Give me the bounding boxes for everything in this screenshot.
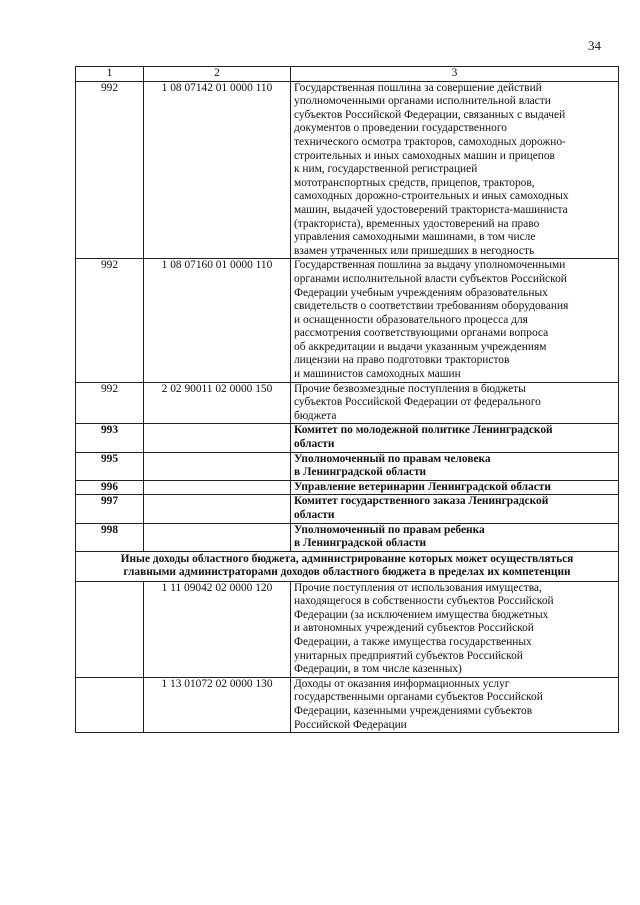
description-line: области — [294, 438, 335, 451]
admin-code-cell: 992 — [76, 382, 144, 424]
admin-code-cell — [76, 677, 144, 732]
revenue-code-cell: 2 02 90011 02 0000 150 — [144, 382, 291, 424]
page-number: 34 — [588, 38, 601, 53]
description-line: Прочие безвозмездные поступления в бюджеты — [294, 382, 526, 395]
description-cell — [291, 581, 619, 677]
description-line: технического осмотра тракторов, самоходных дорожно- — [294, 135, 566, 148]
column-header-2: 2 — [144, 67, 291, 82]
description-line: об аккредитации и выдачи указанным учреждениям — [294, 340, 547, 353]
description-line: Федерации, а также имущества государственных — [294, 635, 532, 648]
admin-code-cell: 992 — [76, 259, 144, 382]
admin-code-cell: 998 — [76, 523, 144, 551]
table-body — [76, 67, 619, 733]
description-line: унитарных предприятий субъектов Российской — [294, 649, 523, 662]
section-heading-row — [76, 551, 619, 581]
description-line: строительных и иных самоходных машин и прицепов — [294, 149, 555, 162]
table-row — [76, 424, 619, 452]
admin-code-cell: 996 — [76, 480, 144, 495]
admin-code-cell: 995 — [76, 452, 144, 480]
description-line: и автономных учреждений субъектов Российской — [294, 622, 534, 635]
description-line: в Ленинградской области — [294, 537, 427, 550]
table-row — [76, 523, 619, 551]
description-cell — [291, 259, 619, 382]
description-line: уполномоченными органами исполнительной власти — [294, 95, 551, 108]
table-row — [76, 677, 619, 732]
description-line: Уполномоченный по правам ребенка — [294, 523, 485, 536]
description-line: Управление ветеринарии Ленинградской области — [294, 480, 551, 493]
revenue-code-cell — [144, 523, 291, 551]
description-line: области — [294, 509, 335, 521]
description-cell — [291, 480, 619, 495]
description-line: государственными органами субъектов Российской — [294, 691, 543, 704]
description-cell — [291, 495, 619, 523]
description-line: Комитет по молодежной политике Ленинградской — [294, 424, 553, 437]
description-line: находящегося в собственности субъектов Российской — [294, 595, 554, 608]
description-line: в Ленинградской области — [294, 466, 427, 479]
table-row — [76, 480, 619, 495]
column-header-3: 3 — [291, 67, 619, 82]
table-row — [76, 452, 619, 480]
description-line: Прочие поступления от использования имущества, — [294, 581, 542, 594]
table-row — [76, 81, 619, 259]
description-line: органами исполнительной власти субъектов Российской — [294, 272, 567, 285]
revenue-code-cell — [144, 480, 291, 495]
revenue-code-cell — [144, 495, 291, 523]
description-line: Российской Федерации — [294, 718, 407, 731]
description-line: и машинистов самоходных машин — [294, 368, 461, 381]
description-cell — [291, 677, 619, 732]
admin-code-cell — [76, 581, 144, 677]
description-cell — [291, 523, 619, 551]
column-header-1: 1 — [76, 67, 144, 82]
description-line: свидетельств о соответствии требованиям оборудования — [294, 300, 569, 313]
admin-code-cell: 993 — [76, 424, 144, 452]
description-cell — [291, 452, 619, 480]
description-line: самоходных дорожно-строительных и иных самоходных — [294, 190, 569, 203]
description-line: Федерации учебным учреждениям образовательных — [294, 286, 548, 299]
section-heading — [76, 551, 619, 581]
description-line: Федерации (за исключением имущества бюджетных — [294, 608, 549, 621]
table-row — [76, 382, 619, 424]
description-line: и оснащенности образовательного процесса для — [294, 313, 528, 326]
description-line: Федерации, в том числе казенных) — [294, 663, 462, 676]
table-row — [76, 495, 619, 523]
description-line: документов о проведении государственного — [294, 122, 507, 135]
revenue-code-cell: 1 08 07160 01 0000 110 — [144, 259, 291, 382]
admin-code-cell: 997 — [76, 495, 144, 523]
description-line: Доходы от оказания информационных услуг — [294, 677, 510, 690]
description-line: мототранспортных средств, прицепов, тракторов, — [294, 176, 535, 189]
table-row — [76, 259, 619, 382]
description-line: Комитет государственного заказа Ленинградской — [294, 495, 549, 508]
revenue-code-cell: 1 08 07142 01 0000 110 — [144, 81, 291, 259]
revenue-code-cell — [144, 452, 291, 480]
description-line: субъектов Российской Федерации от федерального — [294, 396, 541, 409]
description-cell — [291, 81, 619, 259]
description-line: Федерации, казенными учреждениями субъектов — [294, 704, 533, 717]
description-line: Государственная пошлина за выдачу уполномоченными — [294, 259, 566, 272]
description-cell — [291, 424, 619, 452]
admin-code-cell: 992 — [76, 81, 144, 259]
description-line: Уполномоченный по правам человека — [294, 452, 491, 465]
description-line: взамен утраченных или пришедших в негодность — [294, 244, 535, 257]
section-heading-line: Иные доходы областного бюджета, администрирование которых может осуществляться — [120, 552, 574, 565]
revenue-code-cell: 1 13 01072 02 0000 130 — [144, 677, 291, 732]
description-line: субъектов Российской Федерации, связанных с выдачей — [294, 108, 566, 121]
description-line: Государственная пошлина за совершение действий — [294, 81, 542, 94]
table-row — [76, 581, 619, 677]
description-line: к ним, государственной регистрацией — [294, 163, 478, 176]
description-line: машин, выдачей удостоверений тракториста-машиниста — [294, 203, 568, 216]
description-line: (тракториста), временных удостоверений на право — [294, 217, 540, 230]
description-line: бюджета — [294, 409, 337, 422]
section-heading-line: главными администраторами доходов областного бюджета в пределах их компетенции — [123, 566, 571, 579]
revenue-code-cell: 1 11 09042 02 0000 120 — [144, 581, 291, 677]
revenue-code-cell — [144, 424, 291, 452]
description-cell — [291, 382, 619, 424]
description-line: управления самоходными машинами, в том числе — [294, 231, 536, 244]
table-header-row — [76, 67, 619, 82]
revenue-codes-table — [75, 66, 619, 733]
description-line: лицензии на право подготовки трактористов — [294, 354, 510, 367]
description-line: рассмотрения соответствующими органами вопроса — [294, 327, 549, 340]
